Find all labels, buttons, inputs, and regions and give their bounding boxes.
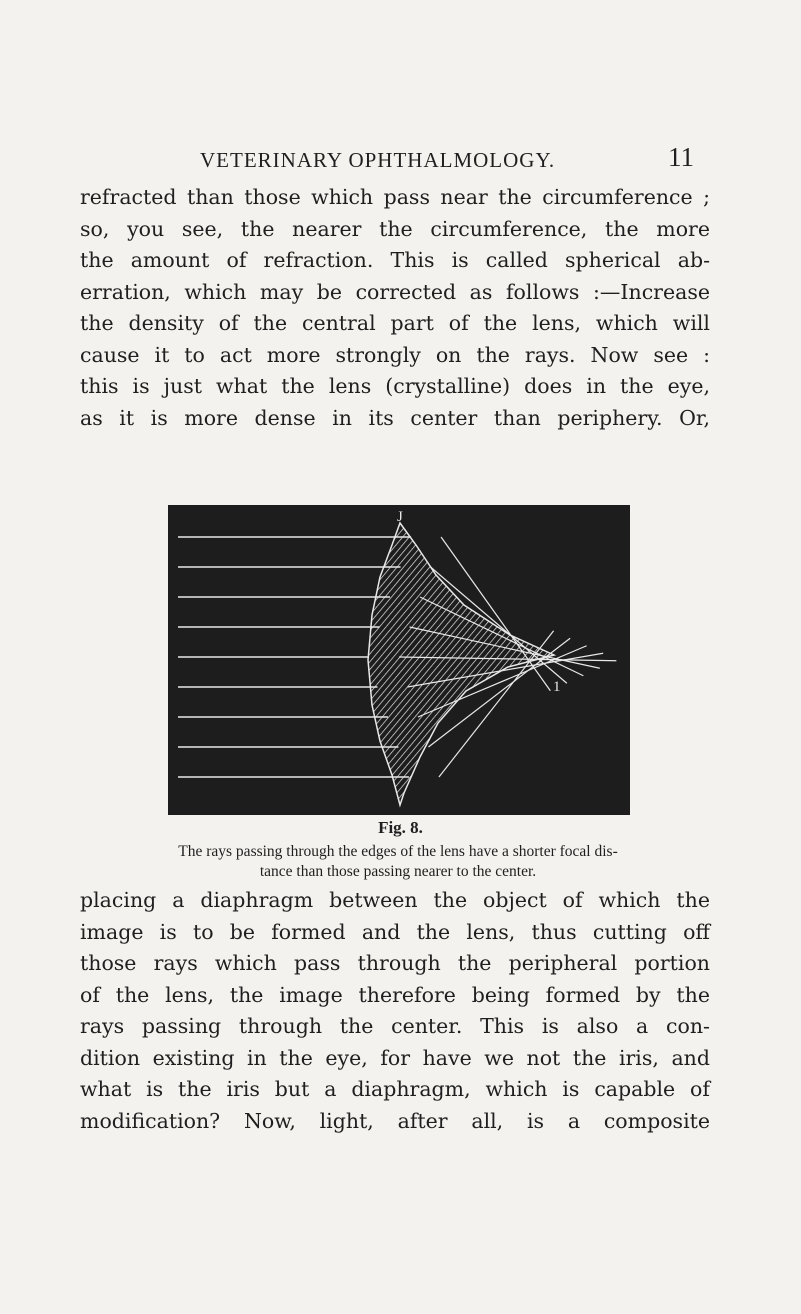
page-number: 11 [668,142,694,172]
text-line: image is to be formed and the lens, thus cutting off [80,919,710,944]
text-line: as it is more dense in its center than periphery. Or, [80,405,710,430]
text-line: placing a diaphragm between the object of which the [80,888,710,912]
text-line: those rays which pass through the peripheral portion [80,951,710,975]
text-line: refracted than those which pass near the circumference ; [80,185,710,209]
text-line: modification? Now, light, after all, is a composite [80,1108,710,1133]
text-line: what is the iris but a diaphragm, which is capable of [80,1077,710,1101]
text-line: the density of the central part of the lens, which will [80,311,710,335]
figure-number: Fig. 8. [378,818,423,837]
figure-caption [78,842,718,882]
figure-illustration [168,505,630,815]
figure-label-top: J [397,509,403,525]
lens-aberration-figure [168,505,630,815]
paragraph-bottom [80,885,710,1137]
caption-line: The rays passing through the edges of the lens have a shorter focal dis- [178,843,618,860]
text-line: dition existing in the eye, for have we not the iris, and [80,1045,710,1070]
text-line: erration, which may be corrected as follows :—Increase [80,279,710,304]
text-line: of the lens, the image therefore being formed by the [80,982,710,1007]
text-line: so, you see, the nearer the circumference, the more [80,216,710,241]
text-line: cause it to act more strongly on the rays. Now see : [80,342,710,367]
caption-line: tance than those passing nearer to the center. [259,863,537,880]
figure-label-right: 1 [553,679,561,695]
page-header [0,142,801,182]
paragraph-top [80,182,710,434]
text-line: the amount of refraction. This is called spherical ab- [80,248,710,272]
running-head: VETERINARY OPHTHALMOLOGY. [200,148,556,172]
text-line: this is just what the lens (crystalline) does in the eye, [80,374,710,398]
text-line: rays passing through the center. This is also a con- [80,1014,710,1038]
